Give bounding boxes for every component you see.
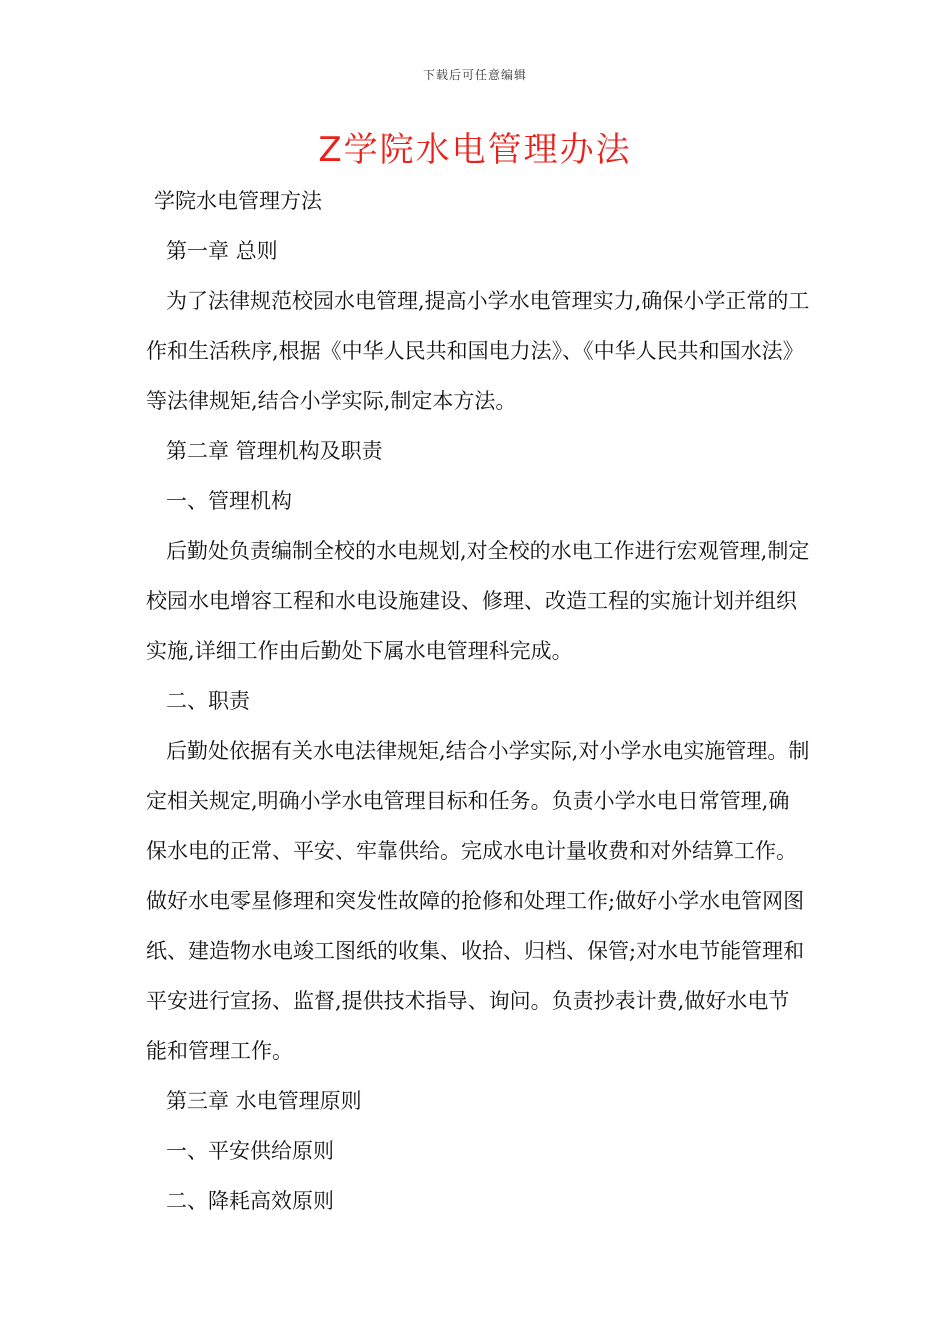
section-duties-paragraph: 后勤处依据有关水电法律规矩,结合小学实际,对小学水电实施管理。制定相关规定,明确小学水电管理目标和任务。负责小学水电日常管理,确保水电的正常、平安、牢靠供给。完成水电计量收费和对外结算工作。做好水电零星修理和突发性故障的抢修和处理工作;做好小学水电管网图纸、建造物水电竣工图纸的收集、收拾、归档、保管;对水电节能管理和平安进行宣扬、监督,提供技术指导、询问。负责抄表计费,做好水电节能和管理工作。 <box>146 739 810 1063</box>
chapter-2-heading: 第二章 管理机构及职责 <box>166 439 383 463</box>
document-title: Z学院水电管理办法 <box>318 130 632 170</box>
section-management-org-heading: 一、管理机构 <box>166 489 292 513</box>
section-management-org-paragraph: 后勤处负责编制全校的水电规划,对全校的水电工作进行宏观管理,制定校园水电增容工程和水电设施建设、修理、改造工程的实施计划并组织实施,详细工作由后勤处下属水电管理科完成。 <box>146 539 810 663</box>
chapter-1-heading: 第一章 总则 <box>166 239 278 263</box>
header-note: 下载后可任意编辑 <box>422 68 527 82</box>
chapter-3-heading: 第三章 水电管理原则 <box>166 1089 362 1113</box>
principle-2-heading: 二、降耗高效原则 <box>166 1189 334 1213</box>
principle-1-heading: 一、平安供给原则 <box>166 1139 334 1163</box>
document-body <box>146 176 810 1226</box>
chapter-1-paragraph: 为了法律规范校园水电管理,提高小学水电管理实力,确保小学正常的工作和生活秩序,根据《中华人民共和国电力法》、《中华人民共和国水法》等法律规矩,结合小学实际,制定本方法。 <box>146 289 810 413</box>
subtitle-line: 学院水电管理方法 <box>154 189 322 213</box>
section-duties-heading: 二、职责 <box>166 689 250 713</box>
